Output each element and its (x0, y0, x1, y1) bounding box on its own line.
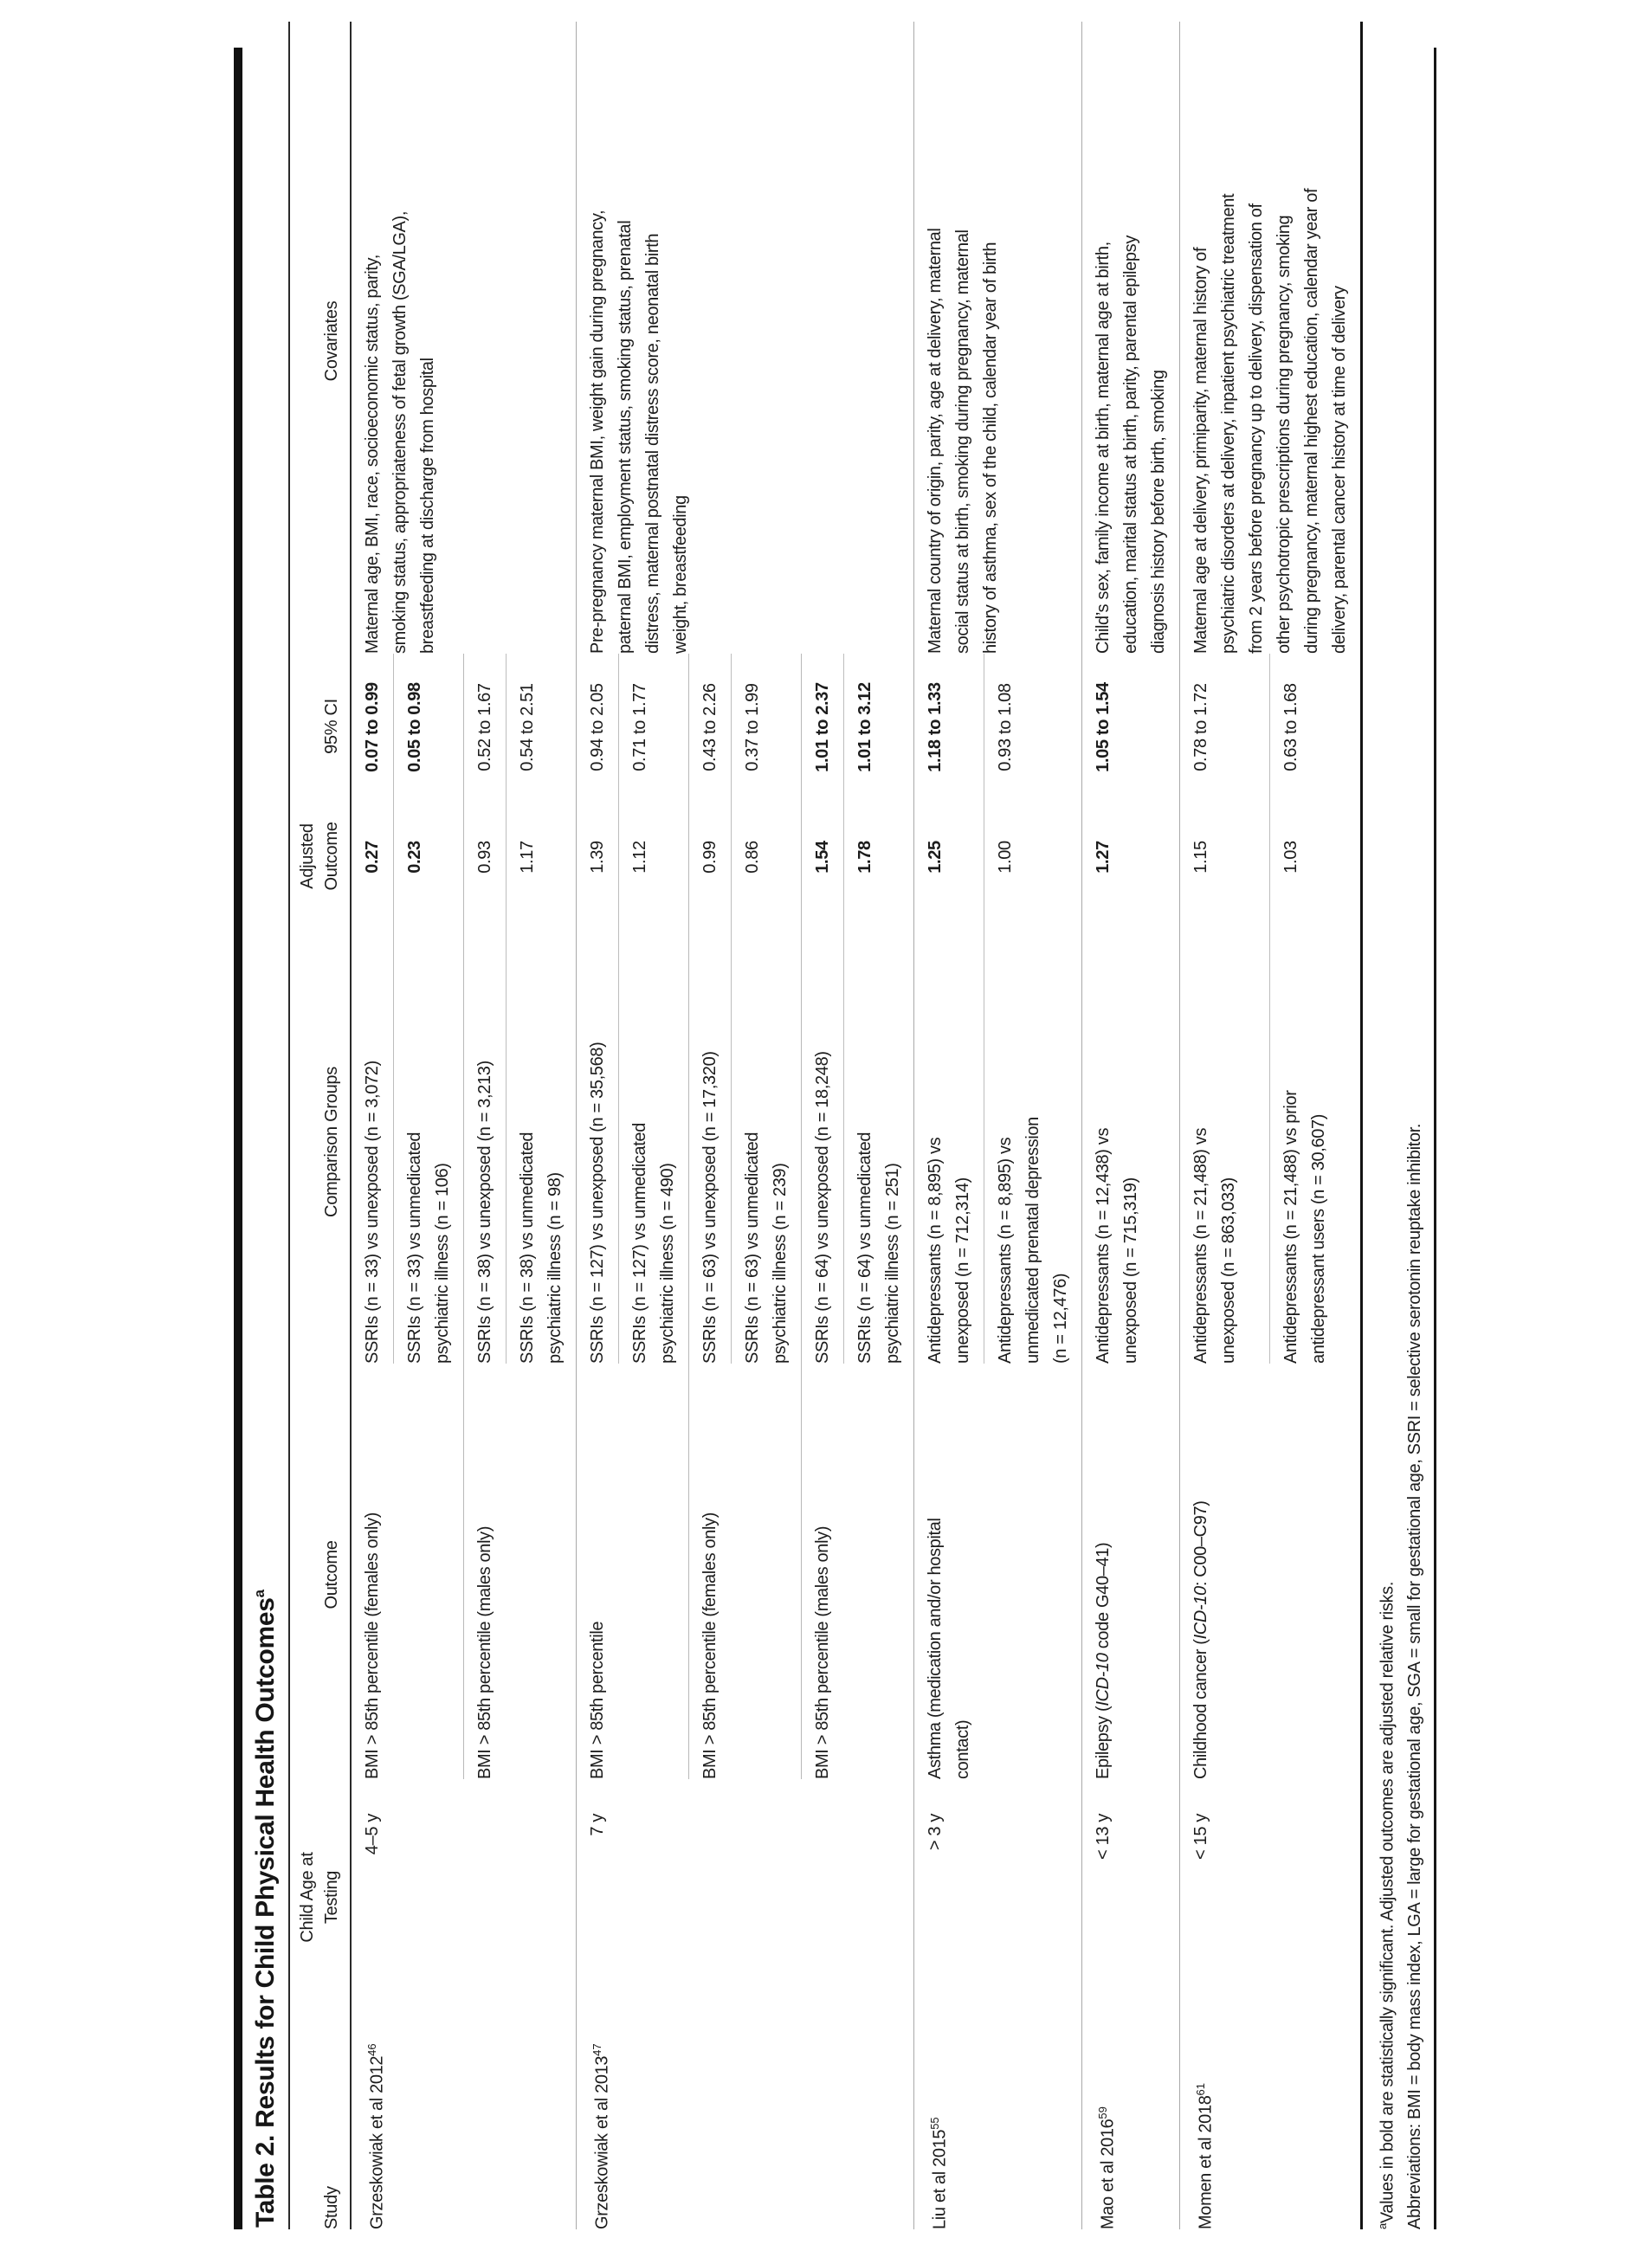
comparison-cell: Antidepressants (n = 8,895) vs unexposed (n = 712,314) (914, 913, 984, 1364)
comparison-cell: SSRIs (n = 127) vs unexposed (n = 35,568) (577, 913, 619, 1364)
outcome-cell: BMI > 85th percentile (males only) (464, 1364, 577, 1779)
comparison-cell: SSRIs (n = 33) vs unexposed (n = 3,072) (363, 1061, 382, 1364)
col-header-ci: 95% CI (289, 654, 351, 792)
comparison-cell: SSRIs (n = 33) vs unmedicated psychiatric illness (n = 106) (394, 913, 464, 1364)
comparison-cell: Antidepressants (n = 12,438) vs unexposed (n = 715,319) (1082, 913, 1180, 1364)
ci-cell: 0.05 to 0.98 (394, 654, 464, 792)
col-header-covariates: Covariates (289, 22, 351, 654)
adjusted-outcome-cell: 0.93 (464, 792, 507, 913)
table-header (289, 22, 351, 2229)
col-header-age: Child Age at Testing (289, 1779, 351, 2009)
table-row (577, 22, 619, 2229)
adjusted-outcome-cell: 1.25 (914, 792, 984, 913)
ci-cell: 1.18 to 1.33 (914, 654, 984, 792)
ci-cell: 0.94 to 2.05 (577, 654, 619, 792)
comparison-cell: SSRIs (n = 64) vs unmedicated psychiatric illness (n = 251) (844, 913, 914, 1364)
comparison-cell: SSRIs (n = 63) vs unmedicated psychiatric illness (n = 239) (732, 913, 802, 1364)
comparison-cell: SSRIs (n = 64) vs unexposed (n = 18,248) (802, 913, 844, 1364)
study-cell: Liu et al 2015$^{55}$ (914, 2009, 1082, 2229)
adjusted-outcome-cell: 1.54 (802, 792, 844, 913)
comparison-cell: SSRIs (n = 38) vs unexposed (n = 3,213) (464, 913, 507, 1364)
adjusted-outcome-cell: 1.27 (1082, 792, 1180, 913)
outcome-cell: BMI > 85th percentile (females only) (363, 1512, 382, 1779)
adjusted-outcome-cell: 1.15 (1180, 792, 1270, 913)
ci-cell: 1.05 to 1.54 (1082, 654, 1180, 792)
col-header-outcome: Outcome (289, 1364, 351, 1779)
col-header-study: Study (289, 2009, 351, 2229)
comparison-cell: SSRIs (n = 127) vs unmedicated psychiatric illness (n = 490) (619, 913, 689, 1364)
adjusted-outcome-cell: 0.86 (732, 792, 802, 913)
results-table (288, 22, 1363, 2229)
reference-superscript: 61 (1194, 2083, 1207, 2096)
adjusted-outcome-cell: 1.78 (844, 792, 914, 913)
table-row (351, 22, 394, 2229)
table-row (914, 22, 984, 2229)
top-heavy-rule (234, 48, 242, 2229)
ci-cell: 0.93 to 1.08 (984, 654, 1082, 792)
age-cell: < 13 y (1082, 1779, 1180, 2009)
table-title (242, 48, 288, 2229)
comparison-cell: Antidepressants (n = 21,488) vs unexposed (n = 863,033) (1180, 913, 1270, 1364)
covariates-cell: Pre-pregnancy maternal BMI, weight gain during pregnancy, paternal BMI, employment status, smoking status, prenatal distress, maternal postnatal distress score, neonatal birth weight, breastfeeding (577, 22, 914, 654)
ci-cell: 0.63 to 1.68 (1270, 654, 1362, 792)
adjusted-outcome-cell: 0.23 (394, 792, 464, 913)
bottom-rule (1434, 48, 1436, 2229)
outcome-cell: Childhood cancer (ICD-10: C00–C97) (1180, 1364, 1362, 1779)
reference-superscript: 46 (365, 2043, 378, 2056)
reference-superscript: 55 (928, 2117, 941, 2130)
comparison-cell: SSRIs (n = 63) vs unexposed (n = 17,320) (689, 913, 732, 1364)
header-row (289, 22, 351, 2229)
ci-cell: 0.52 to 1.67 (464, 654, 507, 792)
ci-cell: 0.07 to 0.99 (363, 682, 382, 772)
adjusted-outcome-cell: 0.99 (689, 792, 732, 913)
outcome-cell: BMI > 85th percentile (males only) (802, 1364, 914, 1779)
adjusted-outcome-cell: 1.03 (1270, 792, 1362, 913)
ci-cell: 1.01 to 2.37 (802, 654, 844, 792)
footnote-abbreviations: Abbreviations: BMI = body mass index, LGA = large for gestational age, SGA = small for gestational age, SSRI = selective serotonin reuptake inhibitor. (1404, 1123, 1424, 2229)
col-header-adjusted: Adjusted Outcome (289, 792, 351, 913)
study-cell: Momen et al 2018$^{61}$ (1180, 2009, 1362, 2229)
comparison-cell: Antidepressants (n = 8,895) vs unmedicated prenatal depression (n = 12,476) (984, 913, 1082, 1364)
adjusted-outcome-cell: 1.17 (507, 792, 577, 913)
adjusted-outcome-cell: 1.39 (577, 792, 619, 913)
comparison-cell: SSRIs (n = 38) vs unmedicated psychiatric illness (n = 98) (507, 913, 577, 1364)
table-row (1082, 22, 1180, 2229)
table-footnotes (1363, 48, 1434, 2229)
ci-cell: 0.78 to 1.72 (1180, 654, 1270, 792)
table-title-text: Table 2. Results for Child Physical Health Outcomes (251, 1597, 280, 2228)
footnote-marker: a (1376, 2223, 1389, 2229)
study-cell: Grzeskowiak et al 2013$^{47}$ (577, 2009, 914, 2229)
adjusted-outcome-cell: 1.12 (619, 792, 689, 913)
outcome-cell: BMI > 85th percentile (577, 1364, 689, 1779)
table-row (1180, 22, 1270, 2229)
study-cell: Grzeskowiak et al 2012$^{46}$ (365, 2043, 387, 2229)
ci-cell: 0.71 to 1.77 (619, 654, 689, 792)
table-title-footnote-marker: a (251, 1590, 268, 1598)
covariates-cell: Maternal age at delivery, primiparity, maternal history of psychiatric disorders at delivery, inpatient psychiatric treatment from 2 years before pregnancy up to delivery, dispensation of other psychotropic prescriptions during pregnancy, smoking during pregnancy, maternal highest education, calendar year of delivery, parental cancer history at time of delivery (1180, 22, 1362, 654)
col-header-comparison: Comparison Groups (289, 913, 351, 1364)
ci-cell: 0.43 to 2.26 (689, 654, 732, 792)
age-cell: 7 y (577, 1779, 914, 2009)
covariates-cell: Maternal country of origin, parity, age at delivery, maternal social status at birth, smoking during pregnancy, maternal history of asthma, sex of the child, calendar year of birth (914, 22, 1082, 654)
adjusted-outcome-cell: 1.00 (984, 792, 1082, 913)
reference-superscript: 47 (590, 2043, 603, 2056)
outcome-cell: Asthma (medication and/or hospital contact) (914, 1364, 1082, 1779)
reference-superscript: 59 (1096, 2106, 1109, 2119)
comparison-cell: Antidepressants (n = 21,488) vs prior antidepressant users (n = 30,607) (1270, 913, 1362, 1364)
study-cell: Mao et al 2016$^{59}$ (1082, 2009, 1180, 2229)
age-cell: 4–5 y (363, 1814, 382, 1855)
adjusted-outcome-cell: 0.27 (363, 841, 382, 874)
covariates-cell: Child’s sex, family income at birth, maternal age at birth, education, marital status at birth, parity, parental epilepsy diagnosis history before birth, smoking (1082, 22, 1180, 654)
age-cell: < 15 y (1180, 1779, 1362, 2009)
covariates-cell: Maternal age, BMI, race, socioeconomic status, parity, smoking status, appropriateness of fetal growth (SGA/LGA), breastfeeding at discharge from hospital (363, 210, 437, 654)
ci-cell: 1.01 to 3.12 (844, 654, 914, 792)
age-cell: > 3 y (914, 1779, 1082, 2009)
ci-cell: 0.54 to 2.51 (507, 654, 577, 792)
outcome-cell: BMI > 85th percentile (females only) (689, 1364, 802, 1779)
outcome-cell: Epilepsy (ICD-10 code G40–41) (1082, 1364, 1180, 1779)
footnote-significance: $^a$Values in bold are statistically significant. Adjusted outcomes are adjusted relative risks. (1376, 1581, 1397, 2229)
ci-cell: 0.37 to 1.99 (732, 654, 802, 792)
